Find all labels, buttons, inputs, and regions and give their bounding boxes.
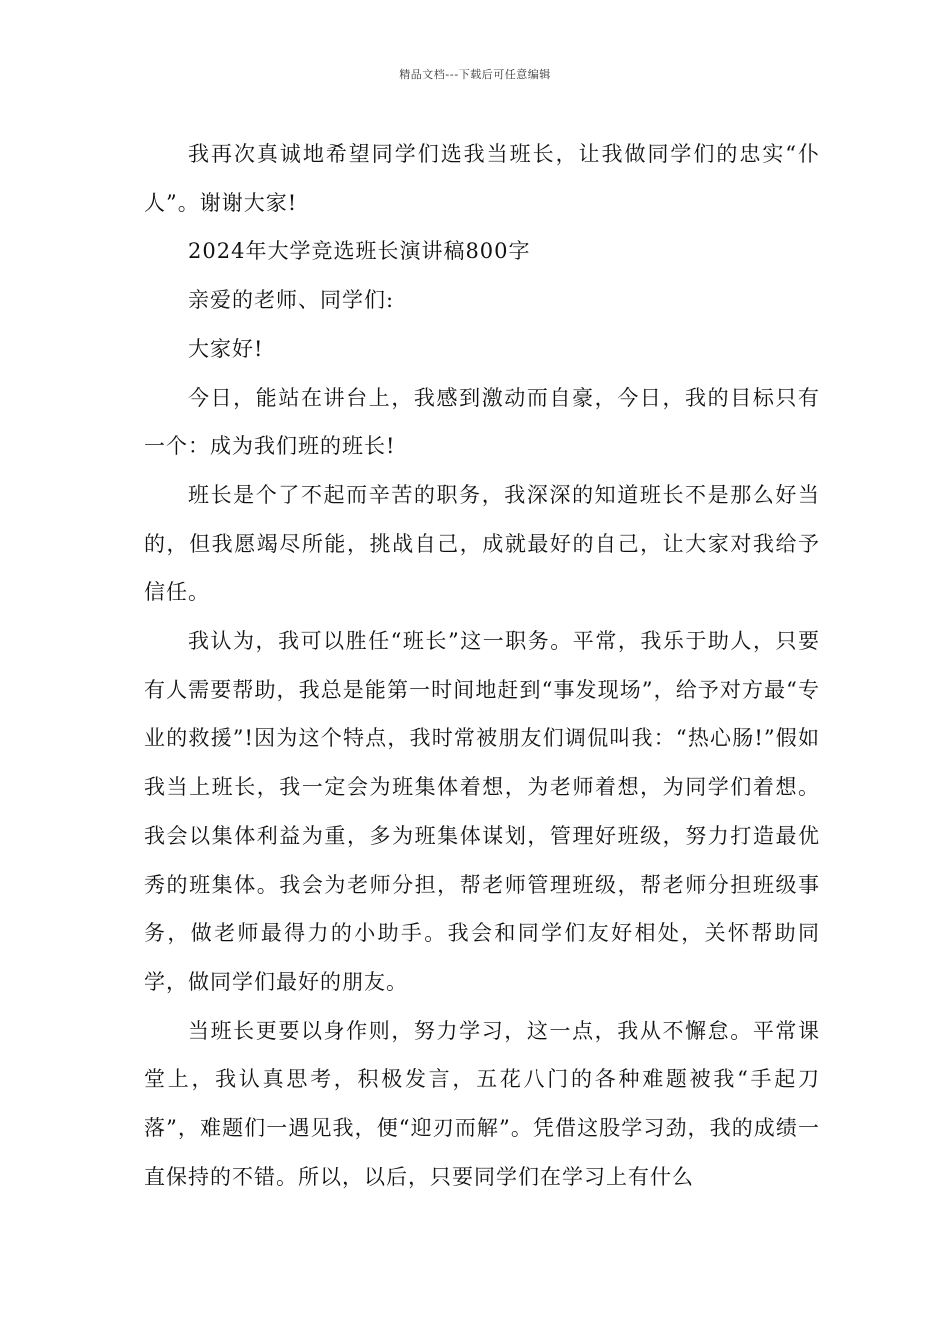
paragraph-closing-wish: 我再次真诚地希望同学们选我当班长，让我做同学们的忠实“仆人”。谢谢大家! (144, 142, 820, 215)
greeting: 大家好! (188, 336, 264, 361)
page-header: 精品文档---下载后可任意编辑 (399, 68, 551, 81)
salutation: 亲爱的老师、同学们: (188, 288, 395, 313)
paragraph-study: 当班长更要以身作则，努力学习，这一点，我从不懈怠。平常课堂上，我认真思考，积极发言，五花八门的各种难题被我“手起刀落”，难题们一遇见我，便“迎刃而解”。凭借这股学习劲，我的成绩一直保持的不错。所以，以后，只要同学们在学习上有什么 (144, 1018, 820, 1189)
document-body (144, 130, 820, 1201)
paragraph-qualification: 我认为，我可以胜任“班长”这一职务。平常，我乐于助人，只要有人需要帮助，我总是能第一时间地赶到“事发现场”，给予对方最“专业的救援”!因为这个特点，我时常被朋友们调侃叫我：“热心肠!”假如我当上班长，我一定会为班集体着想，为老师着想，为同学们着想。我会以集体利益为重，多为班集体谋划，管理好班级，努力打造最优秀的班集体。我会为老师分担，帮老师管理班级，帮老师分担班级事务，做老师最得力的小助手。我会和同学们友好相处，关怀帮助同学，做同学们最好的朋友。 (144, 629, 820, 994)
paragraph-duty: 班长是个了不起而辛苦的职务，我深深的知道班长不是那么好当的，但我愿竭尽所能，挑战自己，成就最好的自己，让大家对我给予信任。 (144, 482, 820, 605)
speech-title: 2024年大学竞选班长演讲稿800字 (188, 239, 531, 264)
paragraph-goal: 今日，能站在讲台上，我感到激动而自豪，今日，我的目标只有一个：成为我们班的班长! (144, 385, 820, 459)
